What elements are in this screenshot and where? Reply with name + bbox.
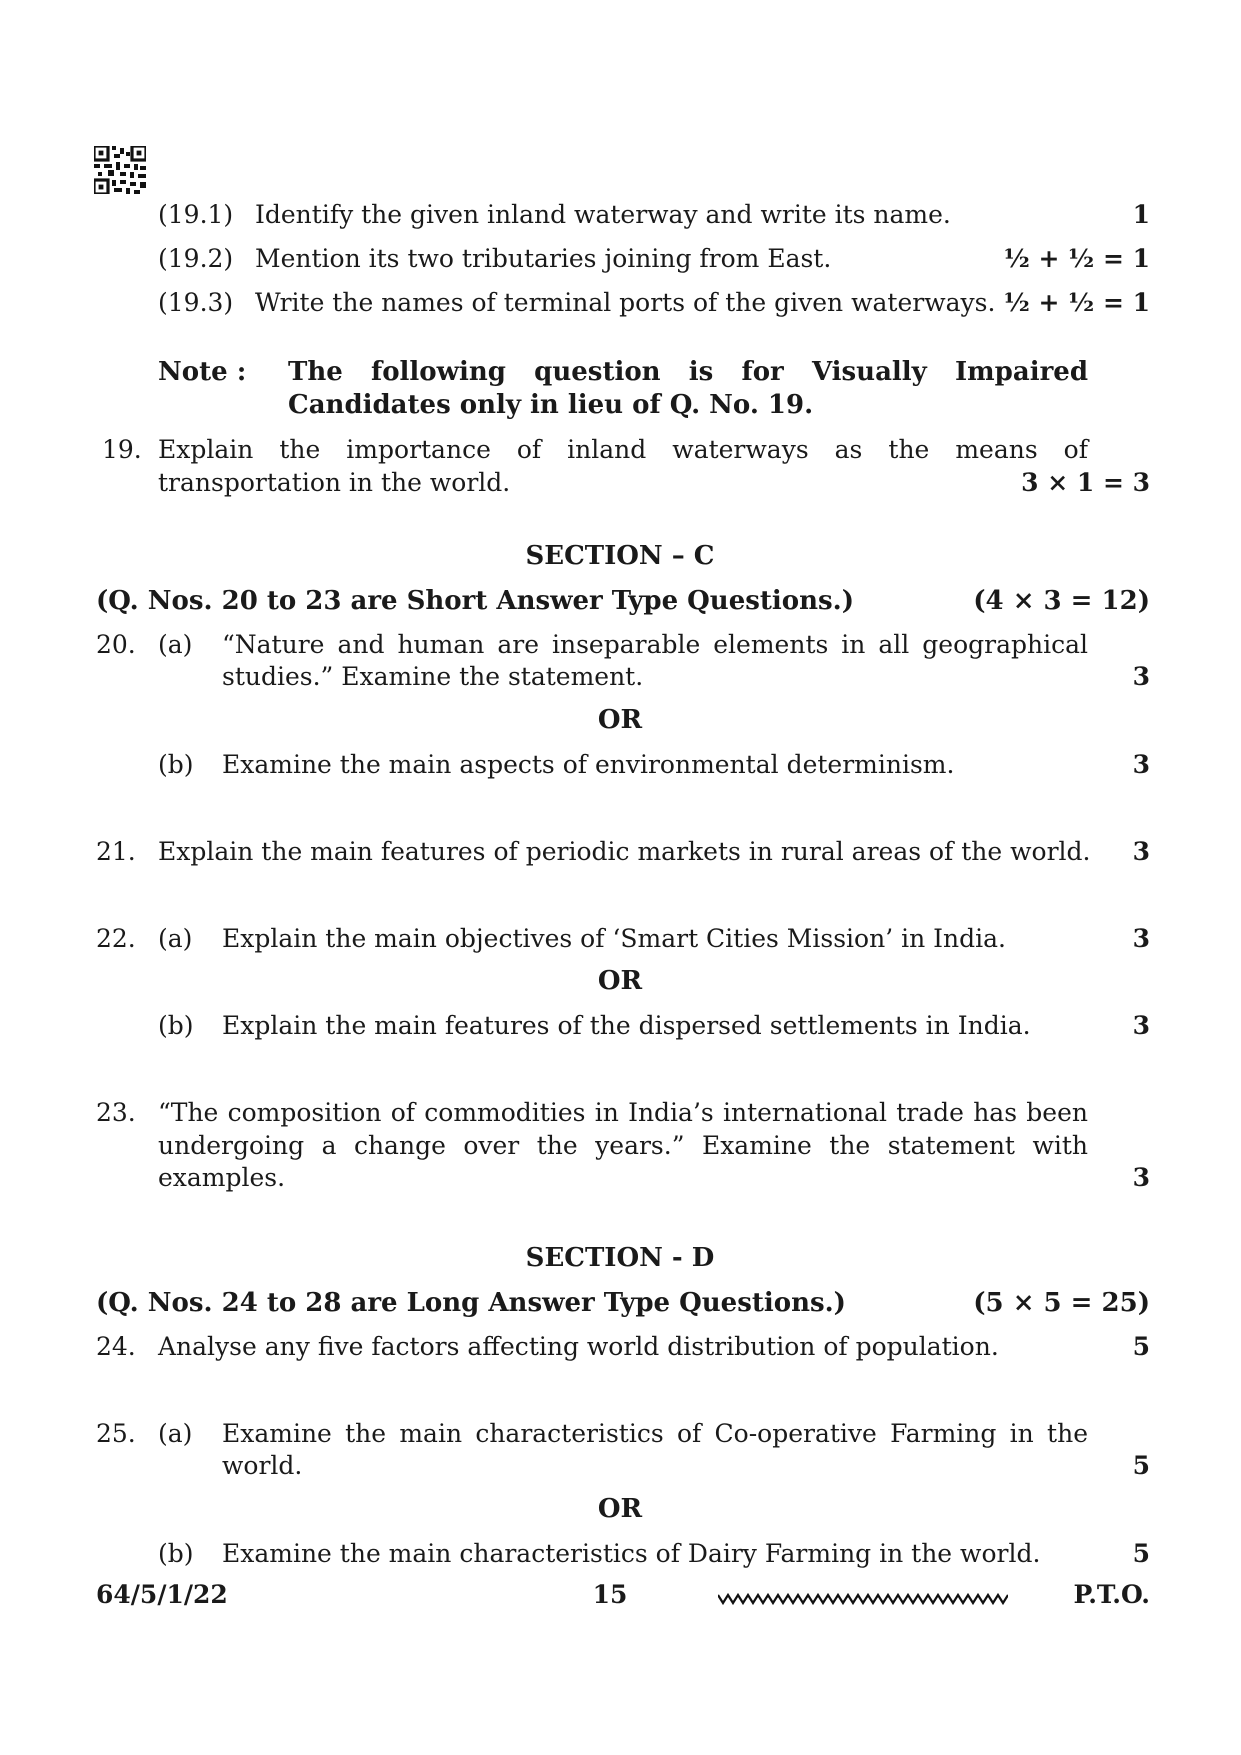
q19-1-marks: 1 — [1132, 200, 1150, 229]
q24-number: 24. — [96, 1332, 136, 1361]
q19-2-marks: ½ + ½ = 1 — [1003, 244, 1150, 273]
q19-vi-number: 19. — [102, 435, 142, 464]
q20-a-line-2: studies.” Examine the statement. — [222, 662, 644, 691]
q25-a-line-1: Examine the main characteristics of Co-operative Farming in the — [222, 1419, 1088, 1448]
note-label: Note : — [158, 357, 247, 387]
q19-vi-line-2: transportation in the world. — [158, 468, 511, 497]
section-c-subtitle: (Q. Nos. 20 to 23 are Short Answer Type Questions.) — [96, 586, 855, 616]
wavy-line-decoration — [718, 1591, 1008, 1607]
q22-or: OR — [597, 966, 643, 996]
q22-b-label: (b) — [158, 1011, 194, 1040]
footer-page-number: 15 — [592, 1580, 628, 1609]
q22-number: 22. — [96, 924, 136, 953]
q22-a-label: (a) — [158, 924, 193, 953]
q19-2-number: (19.2) — [158, 244, 234, 273]
q20-number: 20. — [96, 630, 136, 659]
q21-marks: 3 — [1132, 837, 1150, 866]
q25-b-text: Examine the main characteristics of Dairy Farming in the world. — [222, 1539, 1041, 1568]
q25-b-label: (b) — [158, 1539, 194, 1568]
section-d-title: SECTION - D — [525, 1243, 715, 1273]
q20-a-marks: 3 — [1132, 662, 1150, 691]
footer-pto: P.T.O. — [1073, 1580, 1150, 1609]
q23-number: 23. — [96, 1098, 136, 1127]
q20-b-marks: 3 — [1132, 750, 1150, 779]
q23-line-1: “The composition of commodities in India’s international trade has been — [158, 1098, 1088, 1127]
q24-marks: 5 — [1132, 1332, 1150, 1361]
q19-vi-marks: 3 × 1 = 3 — [1021, 468, 1150, 497]
q19-vi-line-1: Explain the importance of inland waterways as the means of — [158, 435, 1088, 464]
section-c-title: SECTION – C — [525, 541, 715, 571]
q20-or: OR — [597, 705, 643, 735]
q22-b-marks: 3 — [1132, 1011, 1150, 1040]
section-d-total: (5 × 5 = 25) — [973, 1288, 1150, 1318]
q19-3-text: Write the names of terminal ports of the given waterways. — [255, 288, 996, 317]
q22-b-text: Explain the main features of the dispersed settlements in India. — [222, 1011, 1031, 1040]
q25-a-marks: 5 — [1132, 1451, 1150, 1480]
q22-a-text: Explain the main objectives of ‘Smart Cities Mission’ in India. — [222, 924, 1006, 953]
footer-code: 64/5/1/22 — [96, 1580, 228, 1609]
q24-text: Analyse any five factors affecting world distribution of population. — [158, 1332, 999, 1361]
q25-or: OR — [597, 1494, 643, 1524]
q19-3-number: (19.3) — [158, 288, 234, 317]
section-d-subtitle: (Q. Nos. 24 to 28 are Long Answer Type Questions.) — [96, 1288, 846, 1318]
q25-number: 25. — [96, 1419, 136, 1448]
q25-a-label: (a) — [158, 1419, 193, 1448]
q19-2-text: Mention its two tributaries joining from East. — [255, 244, 832, 273]
q20-a-line-1: “Nature and human are inseparable elements in all geographical — [222, 630, 1088, 659]
q25-a-line-2: world. — [222, 1451, 303, 1480]
q23-marks: 3 — [1132, 1163, 1150, 1192]
q22-a-marks: 3 — [1132, 924, 1150, 953]
q20-b-label: (b) — [158, 750, 194, 779]
note-line-1: The following question is for Visually Impaired — [288, 357, 1088, 387]
q23-line-2: undergoing a change over the years.” Examine the statement with — [158, 1131, 1088, 1160]
q21-text: Explain the main features of periodic markets in rural areas of the world. — [158, 837, 1091, 866]
section-c-total: (4 × 3 = 12) — [973, 586, 1150, 616]
q25-b-marks: 5 — [1132, 1539, 1150, 1568]
q23-line-3: examples. — [158, 1163, 286, 1192]
q20-a-label: (a) — [158, 630, 193, 659]
qr-code-icon — [94, 146, 146, 194]
q20-b-text: Examine the main aspects of environmental determinism. — [222, 750, 955, 779]
q19-1-text: Identify the given inland waterway and write its name. — [255, 200, 951, 229]
q19-3-marks: ½ + ½ = 1 — [1003, 288, 1150, 317]
note-line-2: Candidates only in lieu of Q. No. 19. — [288, 390, 814, 420]
q21-number: 21. — [96, 837, 136, 866]
q19-1-number: (19.1) — [158, 200, 234, 229]
